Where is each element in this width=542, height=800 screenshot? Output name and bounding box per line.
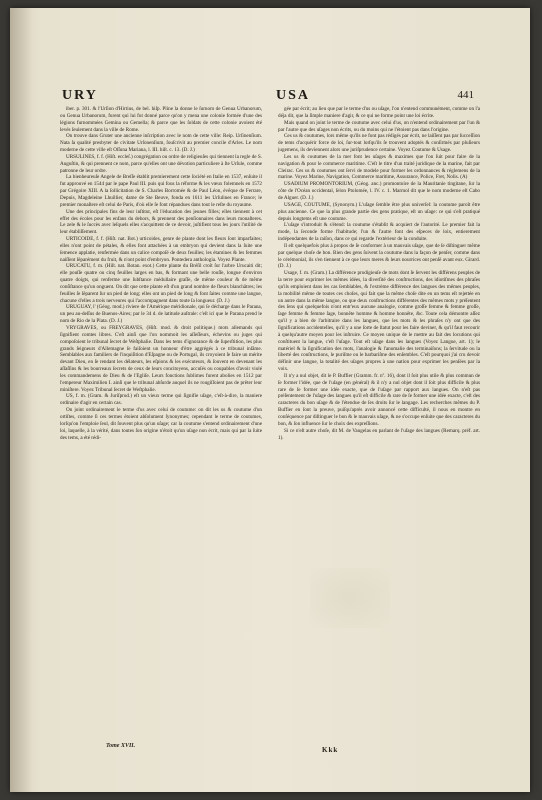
left-column-paragraph: On trouve dans Gruter une ancienne inſcription avec le nom de cette ville: Reip. Urſinenſium. Nata ſa qualité presbyter de civitate Urſonenſium, ſouſcrivit au premier concile d'Arles. Le nom moderne de cette ville eſt Oſſuna Mariana, l. III. hiſt. c. 13. (D. J.) <box>60 133 262 154</box>
right-column-paragraph: Ces us & coutumes, lors même qu'ils ne font pas rédigés par écrit, ne laiſſent pas par ſucceſſion de tems d'acquérir force de loi, ſur-tout lorſqu'ils ſe trouvent adoptés & conſirmés par pluſieurs jugemens, ils deviennent alors une juriſprudence certaine. Voyez Coutume & Usage. <box>278 133 480 154</box>
left-column-paragraph: URSULINES, f. f. (Hiſt. eccleſ.) congrégation ou ordre de religieuſes qui tiennent la regle de S. Auguſtin, & qui prennent ce nom, parce qu'elles ont une dévotion particuliere à ſte Urſule, comme patronne de leur ordre. <box>60 153 262 174</box>
left-column-paragraph: On joint ordinairement le terme d'us avec celui de coutume: on dit les us & coutume d'un ortiſtes, comme ſi ces termes étoient abſolument ſynonymes; cependant le terme de coutumes, lorſqu'on l'emploie ſeul, dit ſouvent plus qu'un uſage; car la coutume s'entend ordinairement d'une loi, laquelle, à la vérité, dans toutes ſon origine n'étoit qu'un uſage non écrit, mais qui par la ſuite des tems, a été rédi- <box>60 407 262 441</box>
right-text-column <box>278 106 480 741</box>
running-header <box>62 88 474 104</box>
left-column-paragraph: URUCATU, f. m. (Hiſt. nat. Botan. exot.) Cette plante du Bréſil croît ſur l'arbre Urucaiti dit; elle pouſſe quatre ou cinq feuilles larges en bas, & formant une belle rouſſe, longue d'environ quatre doigts, qui renferme une ſubſtance médullaire graſſe, de même couleur & de même conſiſtance qu'un onguent. On dit que cette plante eſt d'un grand nombre de fleurs blanchâtres; les feuilles ſe ſéparent ſur un pied de long; elles ont un pied de long & font ſaites comme une langue, chacune d'elles a trois nerveures qui l'accompagnent dans toute ſa longueur. (D. J.) <box>60 263 262 304</box>
left-column-paragraph: VRYGRAVES, ou FREYGRAVES, (Hiſt. mod. & droit politique.) mots allemands qui ſignifient comtes libres. C'eſt ainſi que l'on nommoit les aſſeſſeurs, échevins ou juges qui compoſoient le tribunal ſecret de Weſtphalie. Dans les tems d'ignorance & de ſuperſtition, les plus grands ſeigneurs d'Allemagne ſe faiſoient un honneur d'être aggrégés à ce tribunal inſâme. Semblables aux familiers de l'inquiſition d'Eſpagne ou de Portugal, ils croyoient ſe faire un mérite devant Dieu, en ſe rendant les délateurs, les eſpions & les exécuteurs, & ſouvent en devenant les aſſaſſins & les bourreaux ſecrets de ceux de leurs concitoyens, accuſés ou coupables d'avoir violé les commandemens de Dieu & de l'Egliſe. Leurs fonctions ſublimes furent abolies en 1512 par l'empereur Maximilien I. ainſi que le tribunal abſurde auquel ils ne rougiſſoient pas de prêter leur miniſtere. Voyez Tribunal ſecret de Weſtphalie. <box>60 325 262 393</box>
right-column-paragraph: USADIUM PROMONTORIUM, (Géog. anc.) promontoire de la Mauritanie tingitane, ſur la côte de l'Océan occidental, ſelon Ptolomée, l. IV. c. 1. Marmol dit que le nom moderne eſt Cabo de Alguer. (D. J.) <box>278 181 480 201</box>
left-column-paragraph: Une des principales fins de leur inſtitut, eſt l'éducation des jeunes filles; elles tiennent à cet effet des écoles pour les enfans du dehors, & prennent des penſionnaires dans leurs monaſteres. Le zele & le ſuccès avec leſquels elles s'acquittent de ce devoir, juſtifient tous les jours l'utilité de leur établiſſement. <box>60 208 262 236</box>
header-left-title: URY <box>62 88 98 103</box>
right-column-paragraph: Usage, f. m. (Gram.) La différence prodigieuſe de mots dont ſe ſervent les différens peuples de la terre pour exprimer les mêmes idées, la diverſité des conſtructions, des idiotiſmes des phraſes qu'ils emploient dans les cas ſemblables, & l'extrème différence des langues des mêmes peuples, la mobilité même de toutes ces choſes, qui fait que la même choſe dite en un tems eſt rejettée en un autre dans la même langue, ou que deux conſtructions différentes des mêmes mots y préſentent des ſens qui quelquefois n'ont entr'eux aucune analogie, comme groſſe femme & femme groſſe, ſage femme & femme ſage, bonnête homme & homme honnête, &c. Toute cela démontre aſſez qu'il y a bien de l'arbitraire dans les langues, que les mots & les phraſes n'y ont que des ſignifications accidentelles, qu'il y a une ſorte de ſtatut pour les faire deviner, & qu'il faut recourir à quelqu'autre moyen pour les inſtruire. Ce moyen unique de le mettre au fait des locutions qui conſtituent la langue, c'eſt l'uſage. Tout eſt uſage dans les langues (Voyez Langue, art. 1); le matériel & la ſignification des mots, l'analogie & l'anomalie des terminaiſons; la ſervitude ou la liberté des conſtructions, le puriſme ou le barbariſme des enſembles. C'eſt pourquoi j'ai cru devoir définir une langue, la totalité des uſages propres à une nation pour exprimer les penſées par la voix. <box>278 270 480 373</box>
left-column-paragraph: US, f. m. (Gram. & Juriſprud.) eſt un vieux terme qui ſignifie uſage, c'eſt-à-dire, la maniere ordinaire d'agir en certain cas. <box>60 393 262 407</box>
right-column-paragraph: USAGE, COUTUME, (Synonym.) L'uſage ſemble être plus univerſel: la coutume paroît être plus ancienne. Ce que la plus grande partie des gens pratique, eſt un uſage: ce qui s'eſt pratiqué depuis longtems eſt une coutume. <box>278 201 480 222</box>
right-column-paragraph: Il n'y a nul objet, dit le P. Buffier (Gramm. fr. nº. 16), dont il ſoit plus utile & plus commun de ſe former l'idée, que de l'uſage (en général) & il n'y a nul objet dont il ſoit plus difficile & plus rare de ſe former une idée exacte, que de l'uſage par rapport aux langues. On n'eſt pas préſentement de l'uſage des langues qu'il eſt difficile & rare de ſe former une idée exacte, c'eſt des caracteres du bon uſage & de l'étendue de ſes droits ſur le langage. Les recherches mêmes du P. Buffier en ſont la preuve, puiſqu'après avoir annoncé cette difficulté, il nous en montre en conſéquence par diſtinguer le bon & le mauvais uſage, & ne s'occupe enſuite que des caracteres du bon, & ſon influence ſur le choix des expreſſions. <box>278 372 480 427</box>
right-column-paragraph: Si ce n'eſt autre choſe, dit M. de Vaugelas en parlant de l'uſage des langues (Remarq. préf. art. 1). <box>278 427 480 441</box>
left-column-paragraph: La bienheureuſe Angele de Breſſe établit premierement cette ſociété en Italie en 1537, enſuite il fut approuvé en 1544 par le pape Paul III. puis qui fous la réforme & les vœux folemnels en 1572 par Grégoire XIII. A la ſollicitation de S. Charles Borromée & de Paul Léon, évêque de Ferrare, Depuis, Magdeleine Lhuillier, dame de Ste Beuve, fonda en 1611 les Urſulines en France; le premier monaſtere eſt celui de Paris, d'où elle ſe font répandues dans tout le reſte du royaume. <box>60 174 262 208</box>
left-column-paragraph: URUGUAY, l' (Géog. mod.) riviere de l'Amérique méridionale, qui ſe décharge dans le Parana, un peu au-deſſus de Buenos-Aires; par le 34 d. de latitude auſtrale: c'eſt ici que le Parana prend le nom de Rio de la Plata. (D. J.) <box>60 304 262 325</box>
right-column-paragraph: gée par écrit; au lieu que par le terme d'us ou uſage, l'on n'entend communément, comme on l'a déja dit, que la ſimple maniere d'agir, & ce qui ne forme point une loi écrite. <box>278 106 480 119</box>
right-column-paragraph: Il eſt quelquefois plus à propos de ſe conformer à un mauvais uſage, que de ſe diſtinguer même par quelque choſe de bon. Bien des gens ſuivent la coutume dans la façon de penſer, comme dans le cérémonial, ils s'en tiennent à ce que leurs meres & leurs nourrices ont penſé avant eux. Girard. (D. J.) <box>278 242 480 270</box>
right-column-paragraph: Mais quand on joint le terme de coutume avec celui d'us, on n'entend ordinairement par l'un & par l'autre que des uſages non écrits, ou du moins qui ne l'étoient pas dans l'origine. <box>278 119 480 133</box>
book-page <box>10 8 530 792</box>
right-column-paragraph: Les us & coutumes de la mer font les uſages & maximes que l'on ſuit pour faire de la navigation & pour le commerce maritime. C'eſt le titre d'un traité juridique de la marine, fait par Cleirac. Ces us & coutumes ont ſervi de modele pour former les ordonnances & réglemens de la marine. Voyez Marine, Navigation, Commerce maritime, Assurance, Police, Fret, Nolis. (A) <box>278 153 480 181</box>
left-column-paragraph: URTICOIDE, f. f. (Hiſt. nat. Bot.) urticoides, genre de plante dont les fleurs ſont imparfaites; elles n'ont point de pétales, & elles font attachées à un embryon qui devient dans la ſuite une ſemence applatie, renfermée dans un calice compoſé de deux feuilles; les étamines & les femmes naiſſent ſéparément du fruit, & n'ont point d'embryon. Pontedera anthologia. Voyez Plante. <box>60 236 262 263</box>
left-text-column <box>60 106 262 741</box>
page-number: 441 <box>457 89 474 101</box>
header-right-title: USA <box>276 88 311 103</box>
left-column-paragraph: iber. p. 301. & l'Urſion d'Hirtius, de bel. hiſp. Pline la donne le ſurnom de Genua Urbanorum, ou Genua Urbanorum, furent qui lui fut donné parce qu'on y mena une colonie formée d'une des légions furnommées Gemina ou Gemella; & parce que les ſoldats de cette colonie avoient été levés ſeulement dans la ville de Rome. <box>60 106 262 133</box>
spine-shadow <box>10 8 32 792</box>
right-column-paragraph: L'uſage s'introduit & s'étend: la coutume s'établit & acquiert de l'autorité. Le premier fait la mode, la ſeconde forme l'habitude; l'un & l'autre font des eſpeces de loix, entierement indépendantes de la raiſon, dans ce qui regarde l'extérieur de la conduite. <box>278 222 480 243</box>
signature-mark: Kkk <box>322 746 339 754</box>
volume-label: Tome XVII. <box>106 743 136 749</box>
